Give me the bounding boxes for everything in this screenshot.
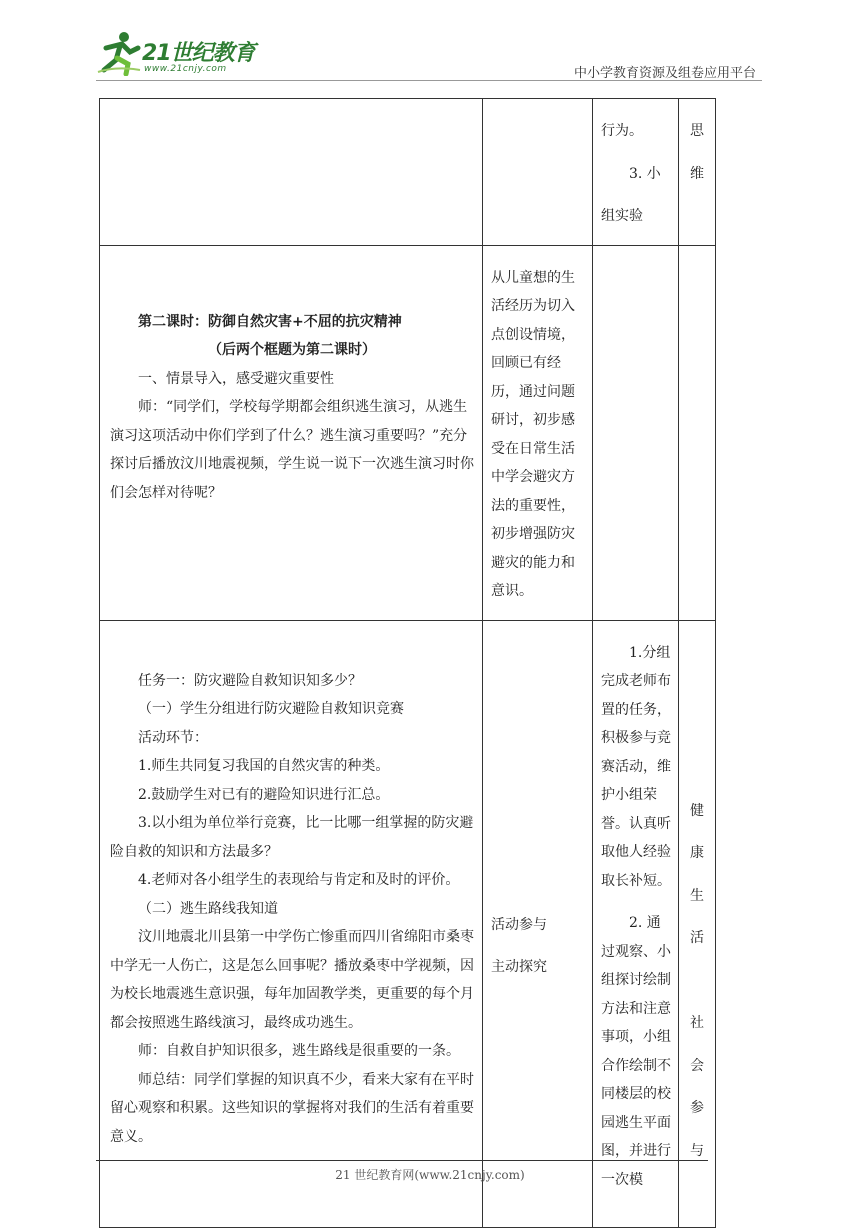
design-intent-text: 从儿童想的生活经历为切入点创设情境，回顾已有经历，通过问题研讨，初步感受在日常生活中学会避灾方法的重要性，初步增强防灾避灾的能力和意识。 [491,269,575,599]
row1-literacy-cell [679,99,716,246]
site-logo[interactable] [96,30,266,78]
purpose-line: 活动参与 [491,916,547,933]
activity-item: 3.以小组为单位举行竞赛，比一比哪一组掌握的防灾避险自救的知识和方法最多？ [110,815,474,860]
student-activity-1: 1.分组完成老师布置的任务，积极参与竞赛活动，维护小组荣誉。认真听取他人经验取长补短。 [601,644,671,889]
logo-brand-text: 21世纪教育 [142,41,255,66]
student-activity-2: 2. 通过观察、小组探讨绘制方法和注意事项，小组合作绘制不同楼层的校园逃生平面图，并进行一次模 [601,915,671,1188]
activity-item: 4.老师对各小组学生的表现给与肯定和及时的评价。 [138,872,460,888]
row1-purpose-cell [483,99,593,246]
row2-student-cell [593,245,679,620]
row1-student-line: 3. 小 [629,165,661,182]
literacy-char: 参 [690,1100,704,1116]
lesson-subtitle: （后两个框题为第二课时） [208,342,376,358]
literacy-char: 康 [690,845,704,861]
row3-purpose-cell [483,620,593,1227]
summary-paragraph: 师总结：同学们掌握的知识真不少，看来大家有在平时留心观察和积累。这些知识的掌握将对我们的生活有着重要意义。 [110,1071,474,1145]
row1-student-line: 组实验 [601,208,643,224]
literacy-char: 会 [690,1057,704,1074]
teacher-paragraph: 师：自救自护知识很多，逃生路线是很重要的一条。 [138,1043,460,1059]
activity-label: 活动环节： [138,729,208,746]
row2-purpose-cell [483,245,593,620]
footer-divider [96,1160,708,1161]
table-row [100,620,716,1227]
row1-literacy-char: 思 [690,123,704,139]
section-heading: 一、情景导入，感受避灾重要性 [138,370,334,387]
table-row [100,245,716,620]
story-paragraph: 汶川地震北川县第一中学伤亡惨重而四川省绵阳市桑枣中学无一人伤亡，这是怎么回事呢？播放桑枣中学视频，因为校长地震逃生意识强，每年加固教学类，更重要的每个月都会按照逃生路线演习，最终成功逃生。 [110,929,474,1031]
logo-url-text: www.21cnjy.com [144,64,227,74]
row1-student-line: 行为。 [601,123,643,139]
lesson-title: 第二课时：防御自然灾害+不屈的抗灾精神 [138,313,402,330]
literacy-char: 社 [690,1015,704,1031]
row2-content-cell [100,245,483,620]
header-divider [96,80,762,81]
literacy-char: 健 [690,802,704,819]
row3-student-cell [593,620,679,1227]
row2-literacy-cell [679,245,716,620]
purpose-line: 主动探究 [491,959,547,975]
row3-content-cell [100,620,483,1227]
runner-logo-icon [96,30,142,76]
row1-content-cell [100,99,483,246]
sub-heading-1: （一）学生分组进行防灾避险自救知识竞赛 [138,701,404,717]
footer-link[interactable]: 21 世纪教育网(www.21cnjy.com) [335,1168,525,1182]
literacy-spacer [679,967,715,996]
lesson-plan-table [99,98,716,1228]
row1-literacy-char: 维 [690,165,704,182]
sub-heading-2: （二）逃生路线我知道 [138,900,278,917]
page-header [0,0,860,80]
literacy-char: 活 [690,930,704,946]
task-heading: 任务一：防灾避险自救知识知多少？ [138,672,362,689]
intro-paragraph: 师：“同学们，学校每学期都会组织逃生演习，从逃生演习这项活动中你们学到了什么？逃生演习重要吗？”充分探讨后播放汶川地震视频，学生说一说下一次逃生演习时你们会怎样对待呢？ [110,399,474,501]
row3-literacy-cell [679,620,716,1227]
row1-student-cell [593,99,679,246]
activity-item: 2.鼓励学生对已有的避险知识进行汇总。 [138,786,390,803]
literacy-char: 与 [690,1142,704,1159]
literacy-char: 生 [690,887,704,904]
header-tagline: 中小学教育资源及组卷应用平台 [573,66,756,81]
table-row [100,99,716,246]
activity-item: 1.师生共同复习我国的自然灾害的种类。 [138,758,390,774]
